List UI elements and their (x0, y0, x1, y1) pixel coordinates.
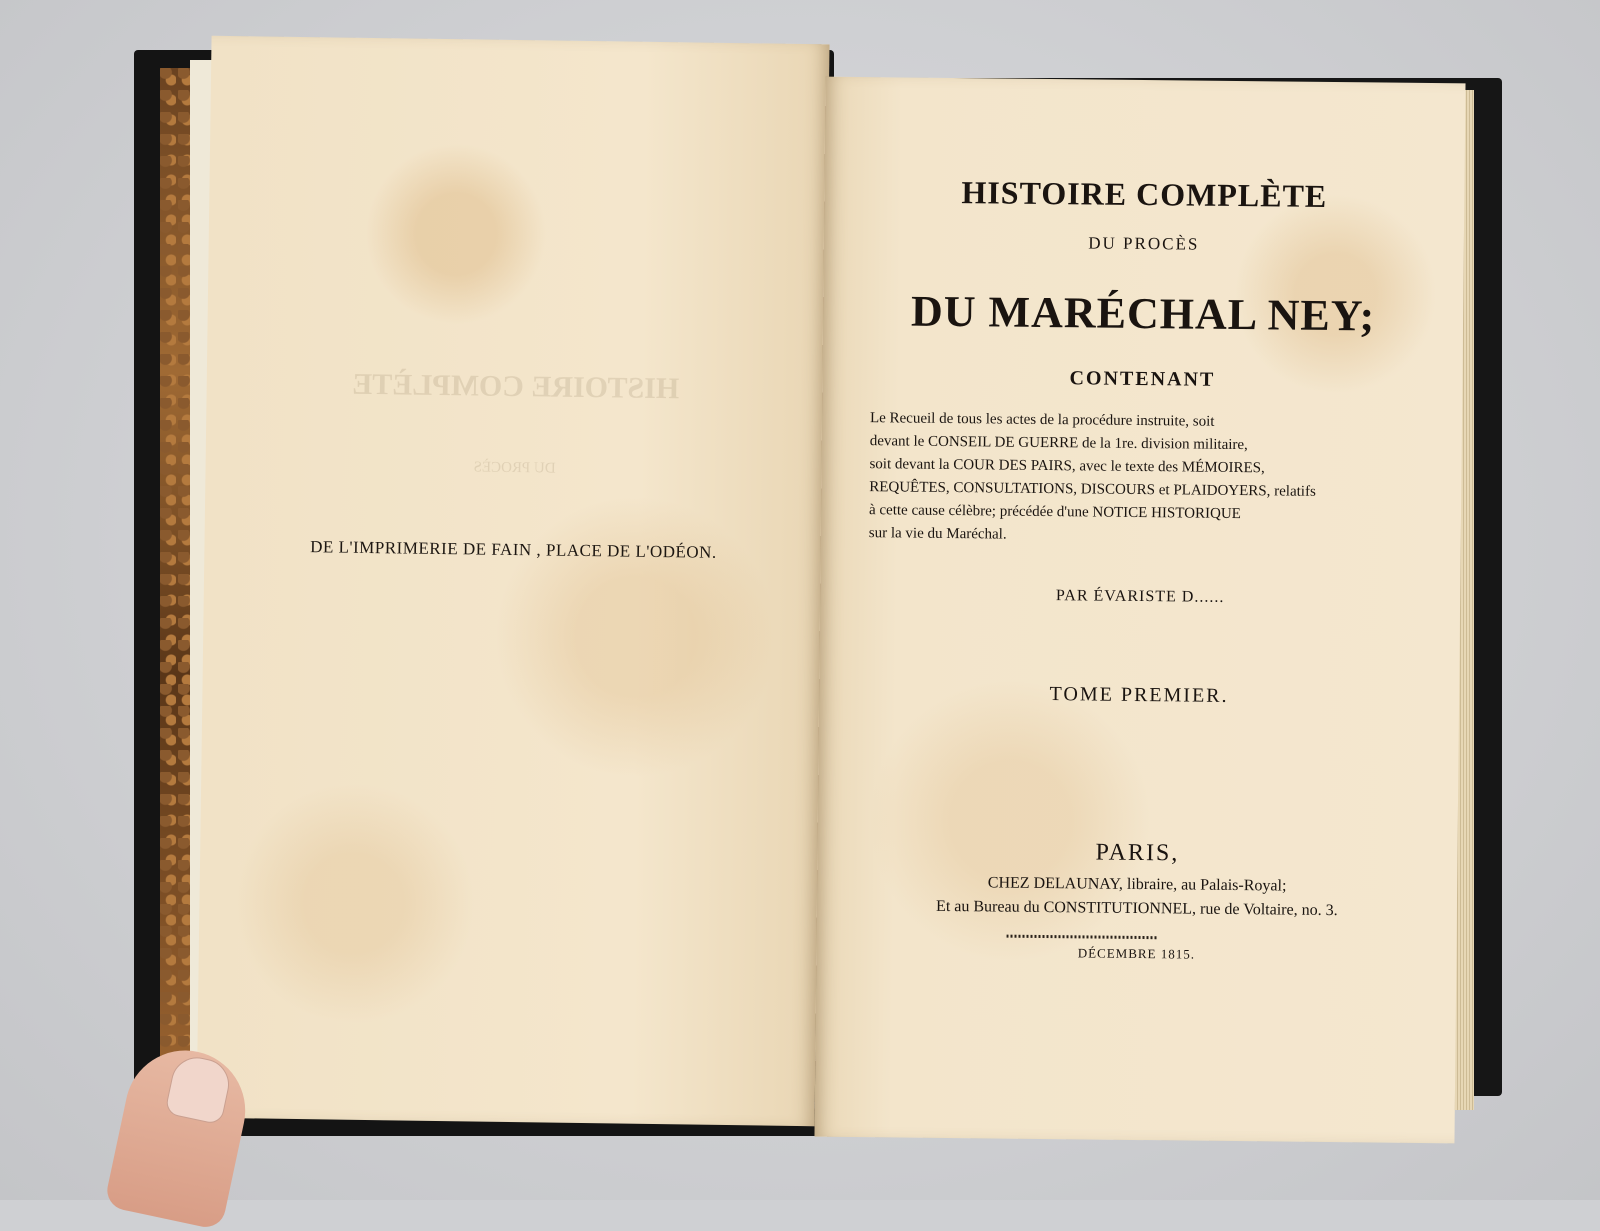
publisher-line-1: CHEZ DELAUNAY, libraire, au Palais-Royal; (987, 874, 1287, 895)
description-line: devant le CONSEIL DE GUERRE de la 1re. division militaire, (869, 433, 1248, 454)
contenant-heading: CONTENANT (1069, 367, 1216, 391)
left-page (196, 36, 829, 1127)
publication-date: DÉCEMBRE 1815. (1077, 945, 1196, 962)
book-subtitle: DU PROCÈS (1088, 233, 1200, 254)
title-page (814, 77, 1465, 1144)
decorative-rule (1007, 935, 1157, 940)
bleed-through-title: HISTOIRE COMPLÈTE (351, 367, 680, 406)
volume: TOME PREMIER. (1049, 683, 1229, 707)
book-name: DU MARÉCHAL NEY; (910, 286, 1376, 341)
publisher-line-2: Et au Bureau du CONSTITUTIONNEL, rue de Voltaire, no. 3. (936, 897, 1338, 920)
description-line: soit devant la COUR DES PAIRS, avec le texte des MÉMOIRES, (869, 456, 1265, 477)
description-line: à cette cause célèbre; précédée d'une NOTICE HISTORIQUE (868, 502, 1241, 523)
description-line: Le Recueil de tous les actes de la procédure instruite, soit (869, 410, 1215, 430)
book-title: HISTOIRE COMPLÈTE (961, 174, 1328, 214)
description (869, 407, 1320, 550)
description-line: sur la vie du Maréchal. (868, 525, 1007, 543)
bleed-through-subtitle: DU PROCÈS (473, 459, 556, 477)
city: PARIS, (1095, 839, 1180, 867)
description-line: REQUÊTES, CONSULTATIONS, DISCOURS et PLAIDOYERS, relatifs (869, 479, 1316, 500)
printer-imprint: DE L'IMPRIMERIE DE FAIN , PLACE DE L'ODÉON. (310, 537, 717, 562)
author: PAR ÉVARISTE D...... (1055, 587, 1225, 606)
